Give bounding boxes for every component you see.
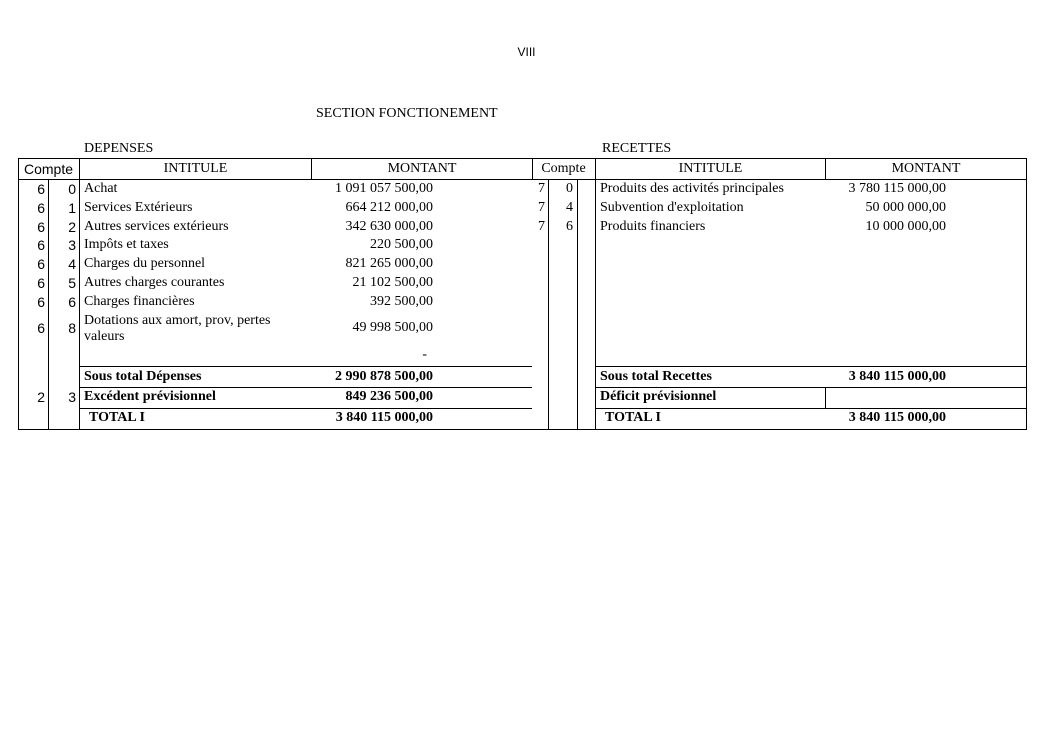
row-amount: 21 102 500,00 <box>352 275 433 290</box>
compte-digit-2: 1 <box>68 200 76 216</box>
section-title: SECTION FONCTIONEMENT <box>316 106 498 121</box>
compte-digit-1: 6 <box>37 219 45 235</box>
row-label: Impôts et taxes <box>84 237 169 252</box>
recettes-total-amount: 3 840 115 000,00 <box>848 410 946 425</box>
row-amount: 3 780 115 000,00 <box>848 181 946 196</box>
row-label: Produits des activités principales <box>600 181 784 196</box>
compte-digit-1: 7 <box>538 181 545 196</box>
row-amount: 10 000 000,00 <box>865 219 946 234</box>
row-label: Dotations aux amort, prov, pertes valeurs <box>84 313 271 344</box>
row-label: Autres services extérieurs <box>84 219 229 234</box>
row-amount: 50 000 000,00 <box>865 200 946 215</box>
compte-digit-2: 6 <box>68 294 76 310</box>
recettes-subtotal-amount: 3 840 115 000,00 <box>848 369 946 384</box>
compte-digit-1: 6 <box>37 275 45 291</box>
row-label: Produits financiers <box>600 219 706 234</box>
depenses-total-amount: 3 840 115 000,00 <box>335 410 433 425</box>
compte-digit-1: 6 <box>37 181 45 197</box>
compte-digit-1: 6 <box>37 200 45 216</box>
excedent-label: Excédent prévisionnel <box>84 389 216 404</box>
depenses-total-label: TOTAL I <box>89 410 145 425</box>
row-label: Services Extérieurs <box>84 200 193 215</box>
compte-digit-2: 0 <box>566 181 573 196</box>
compte-digit-1: 6 <box>37 320 45 336</box>
row-amount: 342 630 000,00 <box>345 219 433 234</box>
compte-digit-2: 3 <box>68 237 76 253</box>
recettes-heading: RECETTES <box>602 141 672 156</box>
compte-digit-2: 2 <box>68 219 76 235</box>
row-label: Autres charges courantes <box>84 275 225 290</box>
row-amount: 1 091 057 500,00 <box>335 181 433 196</box>
depenses-header-compte: Compte <box>23 161 74 177</box>
recettes-header-intitule: INTITULE <box>678 161 743 176</box>
excedent-compte-digit-1: 2 <box>37 389 45 405</box>
row-amount: 821 265 000,00 <box>345 256 433 271</box>
excedent-compte-digit-2: 3 <box>68 389 76 405</box>
compte-digit-2: 0 <box>68 181 76 197</box>
recettes-total-label: TOTAL I <box>605 410 661 425</box>
compte-digit-1: 6 <box>37 237 45 253</box>
row-label: Achat <box>84 181 118 196</box>
depenses-subtotal-label: Sous total Dépenses <box>84 369 202 384</box>
depenses-header-intitule: INTITULE <box>163 161 228 176</box>
compte-digit-1: 7 <box>538 200 545 215</box>
compte-digit-2: 4 <box>68 256 76 272</box>
compte-digit-2: 5 <box>68 275 76 291</box>
row-label: Subvention d'exploitation <box>600 200 744 215</box>
excedent-amount: 849 236 500,00 <box>345 389 433 404</box>
deficit-label: Déficit prévisionnel <box>600 389 717 404</box>
compte-digit-2: 8 <box>68 320 76 336</box>
recettes-header-compte: Compte <box>541 161 586 176</box>
recettes-header-montant: MONTANT <box>891 161 961 176</box>
row-label: Charges financières <box>84 294 195 309</box>
row-amount: 392 500,00 <box>370 294 433 309</box>
depenses-subtotal-amount: 2 990 878 500,00 <box>335 369 433 384</box>
compte-digit-1: 6 <box>37 294 45 310</box>
compte-digit-1: 6 <box>37 256 45 272</box>
compte-digit-2: 4 <box>566 200 573 215</box>
recettes-subtotal-label: Sous total Recettes <box>600 369 712 384</box>
compte-digit-1: 7 <box>538 219 545 234</box>
compte-digit-2: 6 <box>566 219 573 234</box>
depenses-heading: DEPENSES <box>84 141 154 156</box>
row-amount: 664 212 000,00 <box>345 200 433 215</box>
depenses-header-montant: MONTANT <box>387 161 457 176</box>
row-amount: 220 500,00 <box>370 237 433 252</box>
empty-amount-dash: - <box>422 347 427 362</box>
page-number: VIII <box>517 45 536 59</box>
row-amount: 49 998 500,00 <box>352 320 433 335</box>
row-label: Charges du personnel <box>84 256 206 271</box>
